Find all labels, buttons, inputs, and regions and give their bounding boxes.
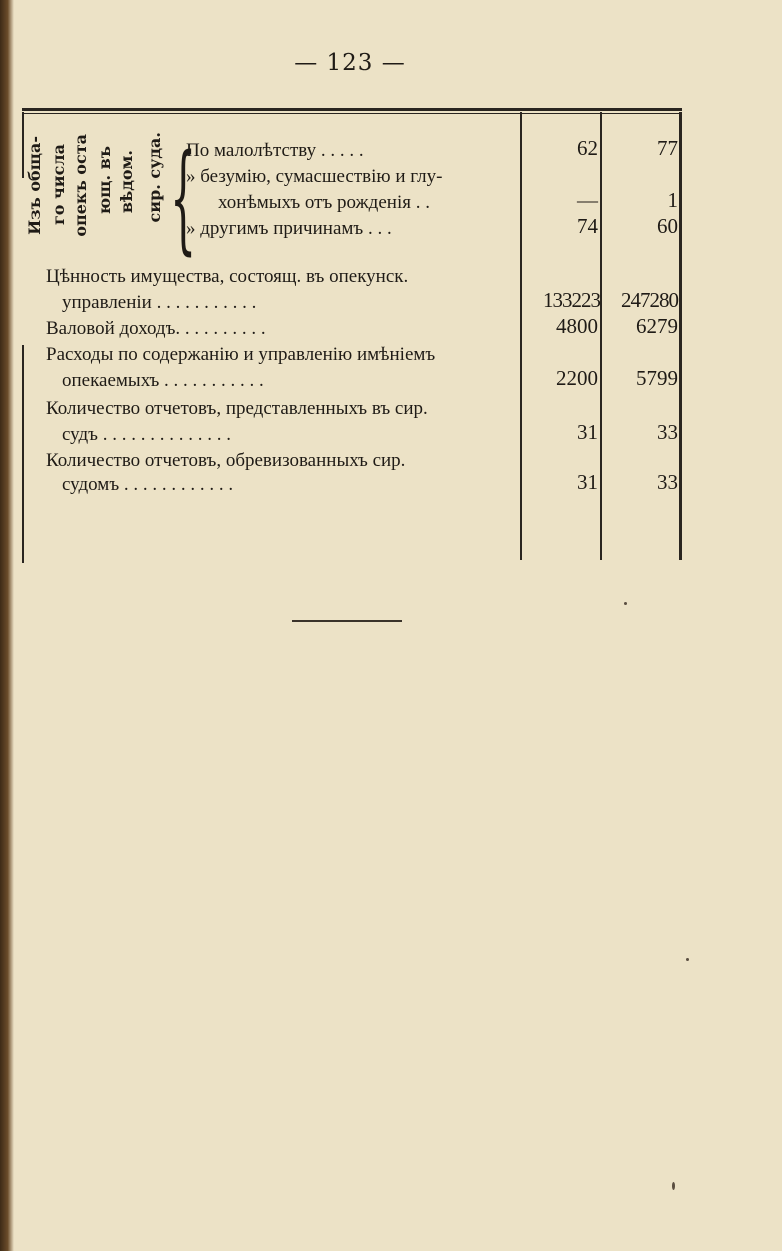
group-label-line-4: ющ. въ bbox=[95, 146, 114, 215]
column-divider-2 bbox=[600, 112, 602, 560]
group-label-line-2: го числа bbox=[49, 144, 68, 226]
cell-expenses-col2: 5799 bbox=[636, 366, 678, 390]
cell-income-col1: 4800 bbox=[556, 314, 598, 338]
table-left-border-top bbox=[22, 112, 24, 178]
column-divider-1 bbox=[520, 112, 522, 560]
cell-insanity-col2: 1 bbox=[667, 188, 678, 212]
row-label-reports-submitted-cont: судъ . . . . . . . . . . . . . . bbox=[62, 424, 231, 445]
table-top-rule bbox=[22, 108, 682, 111]
group-brace: { bbox=[170, 128, 197, 266]
cell-submitted-col2: 33 bbox=[657, 420, 678, 444]
table-left-border-bottom bbox=[22, 345, 24, 563]
paper-speck bbox=[624, 602, 627, 605]
cell-audited-col1: 31 bbox=[577, 470, 598, 494]
cell-audited-col2: 33 bbox=[657, 470, 678, 494]
group-label-line-6: сир. суда. bbox=[145, 132, 164, 223]
row-label-expenses-cont: опекаемыхъ . . . . . . . . . . . bbox=[62, 370, 264, 391]
group-label-line-5: вѣдом. bbox=[117, 150, 136, 214]
row-label-reports-submitted: Количество отчетовъ, представленныхъ въ сир. bbox=[46, 398, 428, 419]
paper-speck bbox=[686, 958, 689, 961]
page-binding-edge bbox=[0, 0, 14, 1251]
row-label-insanity-cont: хонѣмыхъ отъ рожденія . . bbox=[218, 192, 430, 213]
paper-speck bbox=[672, 1182, 675, 1190]
row-label-expenses: Расходы по содержанію и управленію имѣніемъ bbox=[46, 344, 436, 365]
row-label-reports-audited: Количество отчетовъ, обревизованныхъ сир. bbox=[46, 450, 406, 471]
cell-minority-col1: 62 bbox=[577, 136, 598, 160]
table-right-border bbox=[679, 112, 682, 560]
row-label-reports-audited-cont: судомъ . . . . . . . . . . . . bbox=[62, 474, 234, 495]
row-label-property-value: Цѣнность имущества, состоящ. въ опекунск. bbox=[46, 266, 409, 287]
table-top-rule-thin bbox=[22, 113, 682, 114]
page-number: — 123 — bbox=[294, 50, 406, 76]
cell-expenses-col1: 2200 bbox=[556, 366, 598, 390]
cell-other-col1: 74 bbox=[577, 214, 598, 238]
cell-insanity-col1: — bbox=[577, 188, 598, 212]
group-label-line-3: опекъ оста bbox=[71, 134, 90, 237]
row-label-gross-income: Валовой доходъ. . . . . . . . . . bbox=[46, 318, 266, 339]
cell-income-col2: 6279 bbox=[636, 314, 678, 338]
cell-other-col2: 60 bbox=[657, 214, 678, 238]
cell-submitted-col1: 31 bbox=[577, 420, 598, 444]
cell-property-col2: 247280 bbox=[621, 288, 678, 312]
cell-minority-col2: 77 bbox=[657, 136, 678, 160]
row-label-property-value-cont: управленіи . . . . . . . . . . . bbox=[62, 292, 257, 313]
cell-property-col1: 133223 bbox=[543, 288, 600, 312]
row-label-minority: По малолѣтству . . . . . bbox=[186, 140, 364, 161]
row-label-insanity: » безумію, сумасшествію и глу- bbox=[186, 166, 443, 187]
group-label-line-1: Изъ обща- bbox=[25, 136, 44, 235]
section-divider bbox=[292, 620, 402, 622]
row-label-other-reasons: » другимъ причинамъ . . . bbox=[186, 218, 392, 239]
